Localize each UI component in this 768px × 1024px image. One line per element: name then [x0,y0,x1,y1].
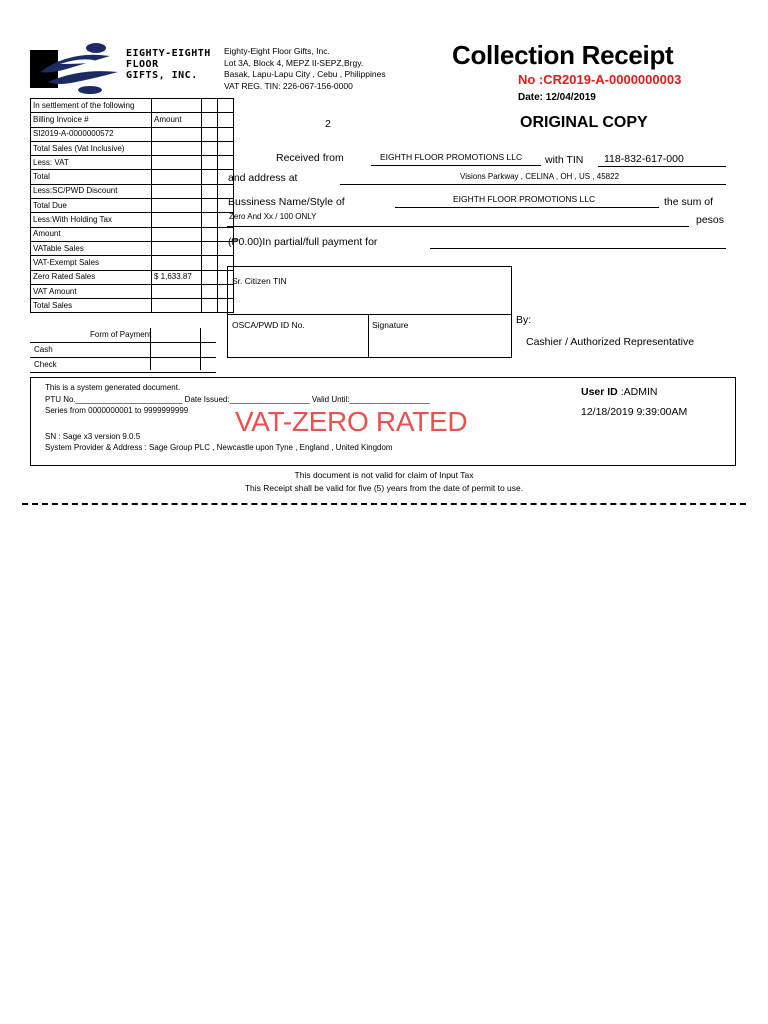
table-row [31,270,234,284]
settlement-heading: In settlement of the following [31,99,152,113]
table-row [31,184,234,198]
sr-citizen-tin-label: Sr. Citizen TIN [232,276,287,286]
form-of-payment-heading: Form of Payment [30,328,216,343]
page-number: 2 [325,118,331,130]
senior-citizen-box [227,266,512,358]
row-label: Amount [31,227,152,241]
user-id-label: User ID [581,386,618,398]
business-label: Bussiness Name/Style of [228,196,345,208]
underline [227,226,689,227]
row-label: VAT-Exempt Sales [31,256,152,270]
row-label: Less:With Holding Tax [31,213,152,227]
ptu-line: PTU No.________________________ Date Issued:__________________ Valid Until:__________________ [45,395,430,404]
amount-column-header: Amount [152,113,202,127]
sum-label: the sum of [664,196,714,208]
row-label: Total Sales (Vat Inclusive) [31,141,152,155]
logo-swirl-icon [30,42,126,94]
table-row [31,141,234,155]
receipt-date: Date: 12/04/2019 [518,92,596,103]
payment-check: Check [30,358,216,373]
company-address-line1: Lot 3A, Block 4, MEPZ II-SEPZ,Brgy. [224,57,364,68]
partial-payment-label: (₱0.00)In partial/full payment for [228,236,378,248]
company-name: Eighty-Eight Floor Gifts, Inc. [224,46,330,56]
cut-line [22,503,746,505]
zero-rated-amount: $ 1,633.87 [152,270,202,284]
invoice-number: SI2019-A-0000000572 [31,127,152,141]
table-row [31,256,234,270]
table-row [31,284,234,298]
row-label: Less:SC/PWD Discount [31,184,152,198]
address-label: and address at [228,172,298,184]
received-from-label: Received from [276,152,344,164]
form-of-payment [30,328,216,373]
system-footer [30,377,736,466]
series-line: Series from 0000000001 to 9999999999 [45,406,189,415]
row-label: Zero Rated Sales [31,270,152,284]
signature-label: Signature [372,320,409,330]
row-label: Total Due [31,199,152,213]
table-row [31,156,234,170]
cashier-label: Cashier / Authorized Representative [526,336,695,348]
underline [395,207,659,208]
underline [430,248,726,249]
generated-timestamp: 12/18/2019 9:39:00AM [581,406,688,418]
company-info [224,46,386,92]
business-value: EIGHTH FLOOR PROMOTIONS LLC [453,194,596,204]
divider [150,328,151,370]
settlement-table [30,98,234,313]
pesos-label: pesos [696,214,725,226]
table-row [31,99,234,113]
table-row [31,241,234,255]
copy-label: ORIGINAL COPY [520,114,648,131]
company-vat-tin: VAT REG. TIN: 226-067-156-0000 [224,80,353,91]
receipt-number: No :CR2019-A-0000000003 [518,72,682,87]
payment-cash: Cash [30,343,216,358]
underline [340,184,726,185]
table-row [31,170,234,184]
system-provider: System Provider & Address : Sage Group PLC , Newcastle upon Tyne , England , United Kingdom [45,443,393,452]
address-value: Visions Parkway , CELINA , OH , US , 45822 [460,172,620,181]
table-row [31,199,234,213]
underline [598,166,726,167]
system-generated-note: This is a system generated document. [45,383,181,392]
row-label: Total [31,170,152,184]
table-row [31,227,234,241]
user-id-value: :ADMIN [620,386,658,398]
amount-in-words: Zero And Xx / 100 ONLY [229,212,317,221]
vat-zero-rated-stamp: VAT-ZERO RATED [235,406,468,437]
table-row [31,299,234,313]
row-label: Less: VAT [31,156,152,170]
user-id [581,386,657,398]
company-address-line2: Basak, Lapu-Lapu City , Cebu , Philippines [224,69,386,79]
invoice-column-header: Billing Invoice # [31,113,152,127]
osca-label: OSCA/PWD ID No. [232,320,305,330]
received-from-value: EIGHTH FLOOR PROMOTIONS LLC [380,152,523,162]
table-row [31,213,234,227]
receipt-title: Collection Receipt [452,40,674,70]
underline [371,165,541,166]
table-row [31,113,234,127]
with-tin-label: with TIN [545,154,584,166]
row-label: VAT Amount [31,284,152,298]
validity-note: This Receipt shall be valid for five (5) years from the date of permit to use. [244,483,524,493]
by-label: By: [516,314,532,326]
row-label: VATable Sales [31,241,152,255]
row-label: Total Sales [31,299,152,313]
divider [200,328,201,370]
table-row [31,127,234,141]
tin-value: 118-832-617-000 [604,153,684,165]
logo-text: EIGHTY-EIGHTH FLOOR GIFTS, INC. [126,48,211,81]
software-version: SN : Sage x3 version 9.0.5 [45,432,141,441]
input-tax-note: This document is not valid for claim of Input Tax [294,470,474,480]
